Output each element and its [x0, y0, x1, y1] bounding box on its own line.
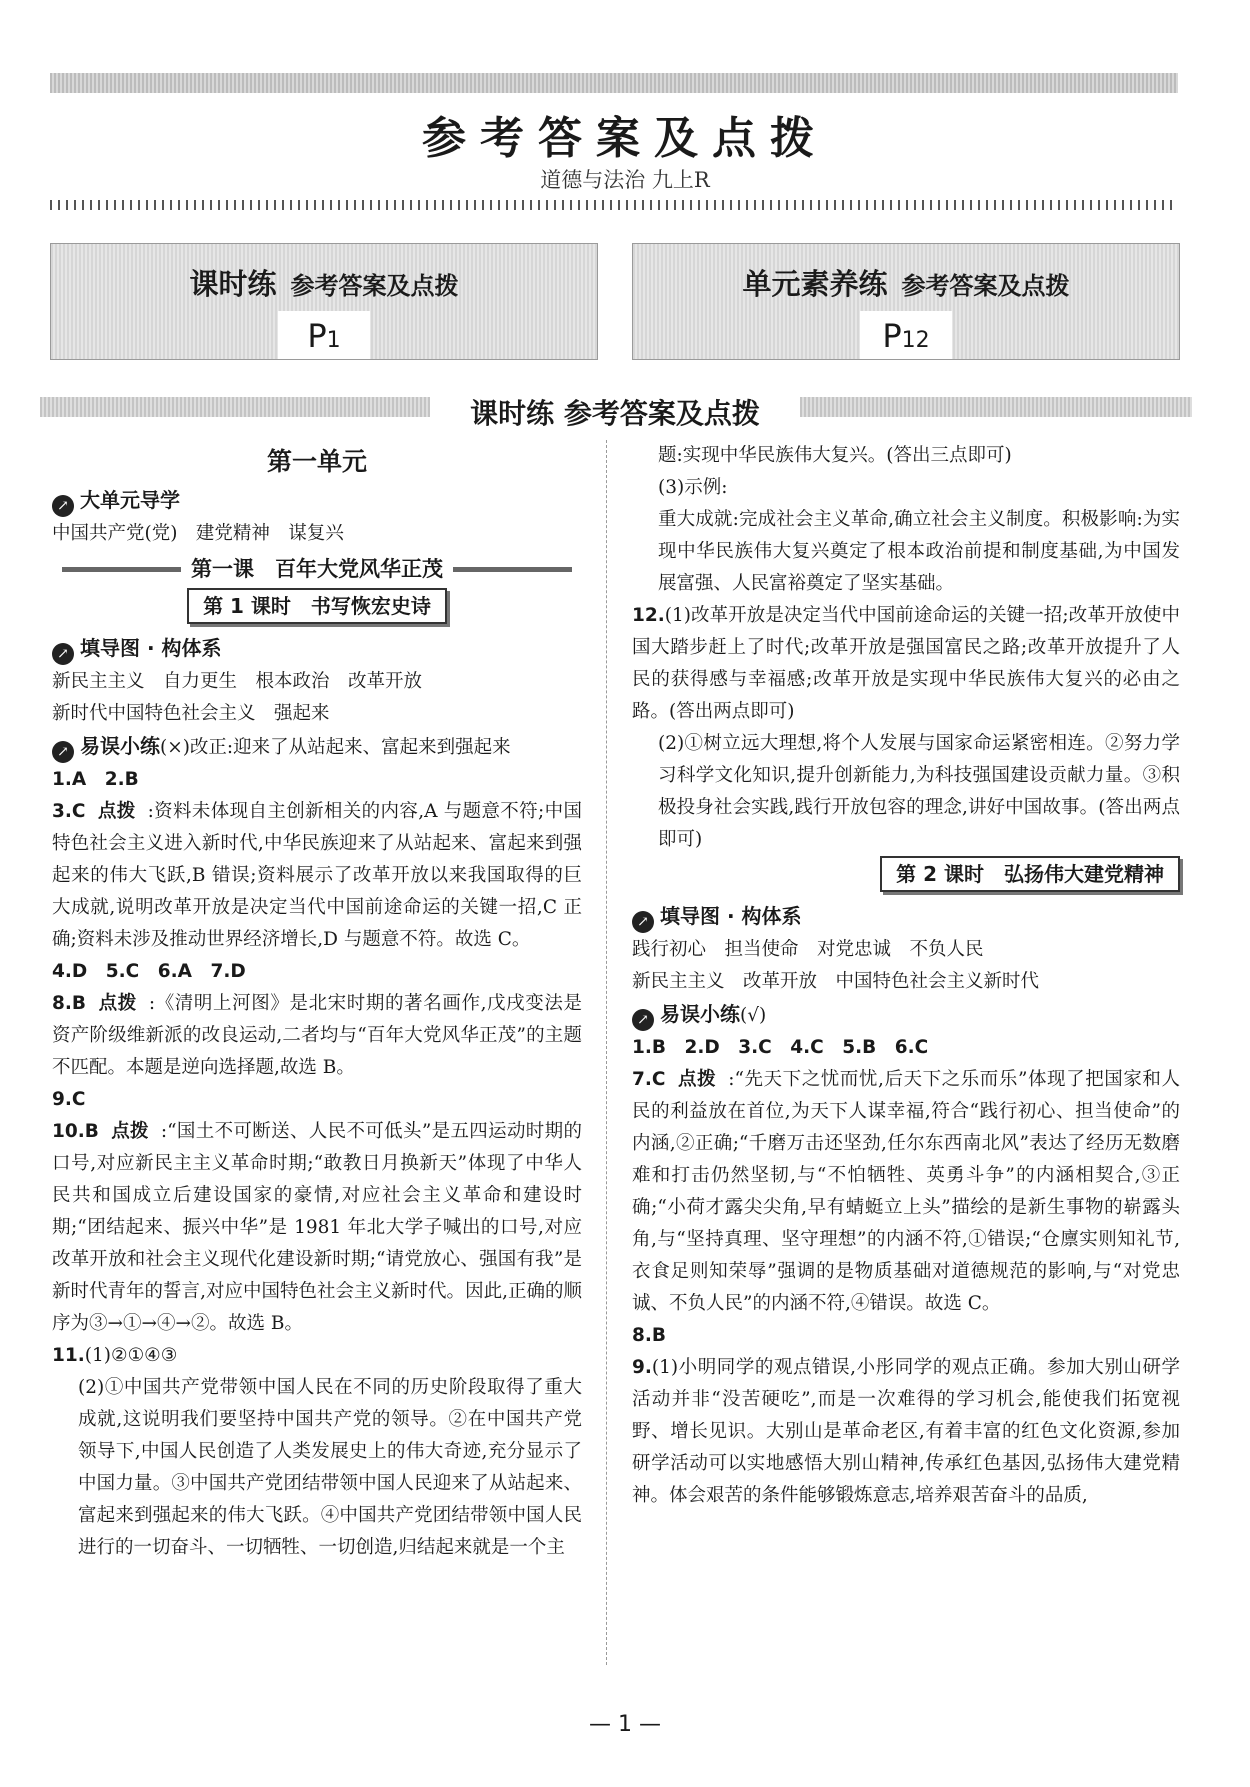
answer-item: 8.B 点拨 :《清明上河图》是北宋时期的著名画作,戊戌变法是资产阶级维新派的改良运动,二者均与“百年大党风华正茂”的主题不匹配。本题是逆向选择题,故选 B。 — [52, 993, 582, 1078]
answer-item: 9.(1)小明同学的观点错误,小彤同学的观点正确。参加大别山研学活动并非“没苦硬吃”,而是一次难得的学习机会,能使我们拓宽视野、增长见识。大别山是革命老区,有着丰富的红色文化资源,参加研学活动可以实地感悟大别山精神,传承红色基因,弘扬伟大建党精神。体会艰苦的条件能够锻炼意志,培养艰苦奋斗的品质, — [632, 1357, 1180, 1506]
error-label: 易误小练 — [80, 734, 160, 758]
answer-item: 10.B 点拨 :“国土不可断送、人民不可低头”是五四运动时期的口号,对应新民主主义革命时期;“敢教日月换新天”体现了中华人民共和国成立后建设国家的豪情,对应社会主义革命和建设时期;“团结起来、振兴中华”是 1981 年北大学子喊出的口号,对应改革开放和社会主义现代化建设新时期;“请党放心、强国有我”是新时代青年的誓言,对应中国特色社会主义新时代。因此,正确的顺序为③→①→④→②。故选 B。 — [52, 1121, 582, 1334]
arrow-icon: ↗ — [52, 495, 74, 517]
error-answer: (√) — [740, 1005, 767, 1026]
map-answer: 新民主主义 改革开放 中国特色社会主义新时代 — [632, 971, 1040, 992]
answer-item: 4.D 5.C 6.A 7.D — [52, 961, 246, 982]
answer-subitem: (3)示例: — [658, 477, 728, 498]
unit-title: 第一单元 — [266, 447, 367, 476]
box-sub-label: 参考答案及点拨 — [290, 272, 459, 300]
arrow-icon: ↗ — [632, 1009, 654, 1031]
guide-text: 中国共产党(党) 建党精神 谋复兴 — [52, 523, 344, 544]
column-divider — [606, 440, 607, 1665]
arrow-icon: ↗ — [52, 741, 74, 763]
box-lesson-practice — [50, 243, 598, 360]
answer-item: 11.(1)②①④③ — [52, 1345, 178, 1366]
arrow-icon: ↗ — [52, 643, 74, 665]
page-ref: P12 — [860, 311, 952, 359]
header-decor-bar — [50, 73, 1178, 93]
period-heading: 第 2 课时 弘扬伟大建党精神 — [880, 856, 1180, 892]
answer-subitem: 重大成就:完成社会主义革命,确立社会主义制度。积极影响:为实现中华民族伟大复兴奠定了根本政治前提和制度基础,为中国发展富强、人民富裕奠定了坚实基础。 — [658, 509, 1180, 594]
subject-subtitle: 道德与法治 九上R — [540, 168, 710, 192]
section-title: 课时练 参考答案及点拨 — [430, 394, 800, 434]
error-answer: (×)改正:迎来了从站起来、富起来到强起来 — [160, 737, 511, 758]
right-column — [632, 440, 1180, 1512]
error-label: 易误小练 — [660, 1002, 740, 1026]
guide-label: 大单元导学 — [80, 488, 180, 512]
tick-divider — [50, 200, 1178, 210]
answer-item: 8.B — [632, 1325, 667, 1346]
answer-item: 12.(1)改革开放是决定当代中国前途命运的关键一招;改革开放使中国大踏步赶上了时代;改革开放是强国富民之路;改革开放提升了人民的获得感与幸福感;改革开放是实现中华民族伟大复兴的必由之路。(答出两点即可) — [632, 605, 1180, 722]
box-unit-practice — [632, 243, 1180, 360]
answer-item: 1.A 2.B — [52, 769, 139, 790]
map-answer: 新时代中国特色社会主义 强起来 — [52, 703, 330, 724]
box-main-label: 单元素养练 — [742, 267, 888, 301]
arrow-icon: ↗ — [632, 911, 654, 933]
answer-subitem: (2)①中国共产党带领中国人民在不同的历史阶段取得了重大成就,这说明我们要坚持中国共产党的领导。②在中国共产党领导下,中国人民创造了人类发展史上的伟大奇迹,充分显示了中国力量。③中国共产党团结带领中国人民迎来了从站起来、富起来到强起来的伟大飞跃。④中国共产党团结带领中国人民进行的一切奋斗、一切牺牲、一切创造,归结起来就是一个主 — [78, 1377, 582, 1558]
page-ref: P1 — [278, 311, 370, 359]
lesson-heading: 第一课 百年大党风华正茂 — [52, 550, 582, 588]
map-label: 填导图 · 构体系 — [80, 636, 222, 660]
period-heading: 第 1 课时 书写恢宏史诗 — [187, 588, 447, 624]
map-label: 填导图 · 构体系 — [660, 904, 802, 928]
box-main-label: 课时练 — [189, 267, 277, 301]
answer-item: 7.C 点拨 :“先天下之忧而忧,后天下之乐而乐”体现了把国家和人民的利益放在首位,为天下人谋幸福,符合“践行初心、担当使命”的内涵,②正确;“千磨万击还坚劲,任尔东西南北风”表达了经历无数磨难和打击仍然坚韧,与“不怕牺牲、英勇斗争”的内涵相契合,③正确;“小荷才露尖尖角,早有蜻蜓立上头”描绘的是新生事物的崭露头角,与“坚持真理、坚守理想”的内涵不符,①错误;“仓廪实则知礼节,衣食足则知荣辱”强调的是物质基础对道德规范的影响,与“对党忠诚、不负人民”的内涵不符,④错误。故选 C。 — [632, 1069, 1180, 1314]
box-sub-label: 参考答案及点拨 — [901, 272, 1070, 300]
map-answer: 新民主主义 自力更生 根本政治 改革开放 — [52, 671, 423, 692]
answer-item: 3.C 点拨 :资料未体现自主创新相关的内容,A 与题意不符;中国特色社会主义进入新时代,中华民族迎来了从站起来、富起来到强起来的伟大飞跃,B 错误;资料展示了改革开放以来我国取得的巨大成就,说明改革开放是决定当代中国前途命运的关键一招,C 正确;资料未涉及推动世界经济增长,D 与题意不符。故选 C。 — [52, 801, 582, 950]
map-answer: 践行初心 担当使命 对党忠诚 不负人民 — [632, 939, 984, 960]
page-title: 参考答案及点拨 — [422, 113, 828, 164]
answer-item: 1.B 2.D 3.C 4.C 5.B 6.C — [632, 1037, 929, 1058]
answer-item: 9.C — [52, 1089, 86, 1110]
page-number: — 1 — — [589, 1712, 661, 1737]
answer-subitem: (2)①树立远大理想,将个人发展与国家命运紧密相连。②努力学习科学文化知识,提升创新能力,为科技强国建设贡献力量。③积极投身社会实践,践行开放包容的理念,讲好中国故事。(答出两点即可) — [658, 733, 1180, 850]
answer-subitem: 题:实现中华民族伟大复兴。(答出三点即可) — [658, 445, 1012, 466]
left-column — [52, 440, 582, 1564]
